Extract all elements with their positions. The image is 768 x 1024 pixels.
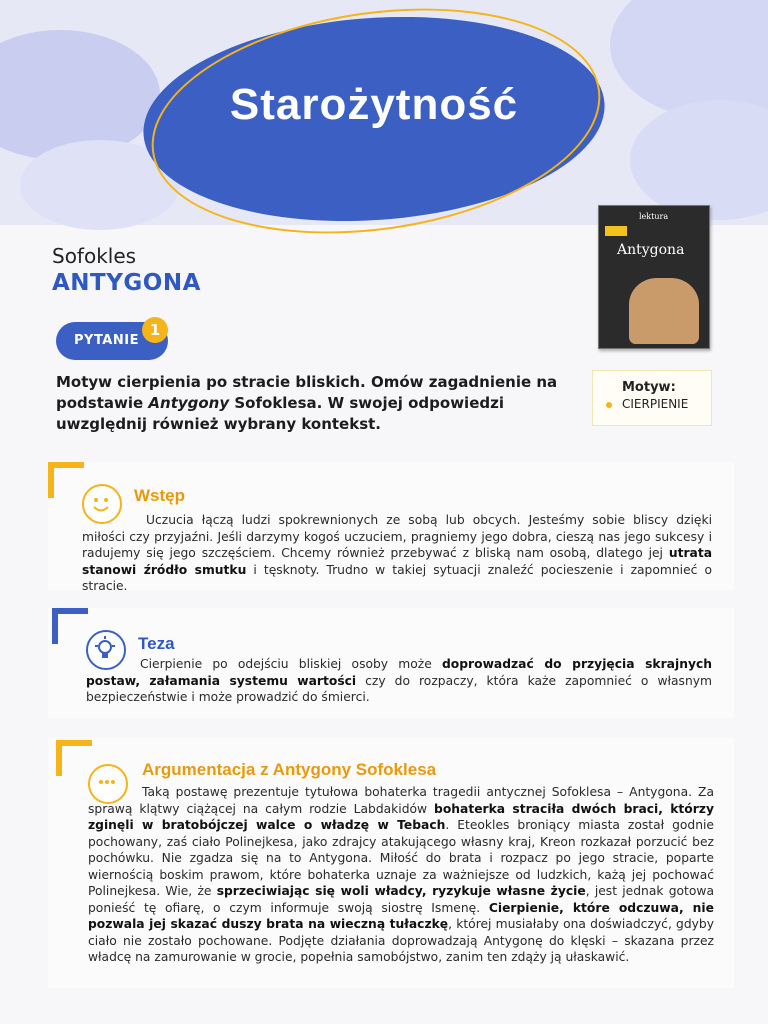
- text-run: , której musiałaby ona doświadczyć, gdyby ciało nie zostało pochowane. Podjęte działania doprowadzają Antygonę do klęski – skazana przez władcę na zamurowanie w grocie, popełnia samobójstwo, zanim ten zdąży ją ułaskawić.: [88, 917, 715, 964]
- text-bold: utrata stanowi źródło smutku: [82, 546, 712, 577]
- question-text-part: Sofoklesa. W swojej odpowiedzi uwzględnij również wybrany kontekst.: [56, 394, 504, 433]
- text-bold: Cierpienie, które odczuwa, nie pozwala jej skazać duszy brata na wieczną tułaczkę: [88, 900, 714, 931]
- section-heading: Argumentacja z Antygony Sofoklesa: [142, 760, 437, 779]
- text-run: . Eteokles broniący miasta został godnie pochowany, zaś ciało Polinejkesa, jako zdrajcy atakującego własny kraj, Kreon rozkazał porzucić bez pochówku. Nie zgadza się na to Antygona. Miłość do brata i rozpacz po jego stracie, poparte wiernością boskim prawom, które bohaterka uznaje za ważniejsze od ludzkich, każą jej pochować Polinejkesa. Wie, że: [88, 818, 714, 898]
- text-bold: doprowadzać do przyjęcia skrajnych postaw, załamania systemu wartości: [86, 657, 713, 688]
- motif-value: CIERPIENIE: [622, 397, 689, 411]
- text-run: i tęsknoty. Trudno w takiej sytuacji znaleźć pocieszenie i zapomnieć o stracie.: [82, 562, 712, 593]
- section-bracket: [56, 740, 92, 776]
- work-title: ANTYGONA: [52, 270, 201, 296]
- text-bold: bohaterka straciła dwóch braci, którzy zginęli w bratobójczej walce o władzę w Tebach: [88, 801, 714, 832]
- question-text: [56, 372, 576, 435]
- page-title: Starożytność: [229, 80, 519, 129]
- text-run: czy do rozpaczy, która każe zapomnieć o własnym bezpieczeństwie i może prowadzić do śmierci.: [86, 673, 712, 704]
- author-name: Sofokles: [52, 244, 137, 268]
- question-text-italic: Antygony: [148, 394, 230, 412]
- cover-series: lektura: [639, 212, 669, 221]
- section-paragraph: [88, 784, 714, 966]
- cover-badge: [605, 226, 627, 236]
- section-paragraph: [82, 512, 712, 595]
- text-run: Taką postawę prezentuje tytułowa bohaterka tragedii antycznej Sofoklesa – Antygona. Za sprawą klątwy ciążącej na całym rodzie Labdakidów: [88, 785, 714, 816]
- cover-illustration: [629, 278, 699, 344]
- question-number: 1: [142, 317, 168, 343]
- text-bold: sprzeciwiając się woli władcy, ryzykuje własne życie: [216, 884, 586, 898]
- bullet-icon: [606, 402, 612, 408]
- section-heading: Wstęp: [134, 486, 185, 505]
- section-paragraph: [86, 656, 712, 706]
- cover-title: Antygona: [617, 242, 685, 258]
- section-bracket: [52, 608, 88, 644]
- text-run: Cierpienie po odejściu bliskiej osoby może: [140, 657, 442, 671]
- text-run: , jest jednak gotowa ponieść tę ofiarę, o czym informuje swoją siostrę Ismenę.: [88, 884, 714, 915]
- section-heading: Teza: [138, 634, 175, 653]
- motif-label: Motyw:: [622, 380, 676, 395]
- section-bracket: [48, 462, 84, 498]
- question-text-part: Motyw cierpienia po stracie bliskich. Omów zagadnienie na podstawie: [56, 373, 558, 412]
- text-run: Uczucia łączą ludzi spokrewnionych ze sobą lub obcych. Jesteśmy sobie bliscy dzięki miłości czy przyjaźni. Jeśli darzymy kogoś uczuciem, pragniemy jego dobra, cieszą nas jego sukcesy i radujemy się jego szczęściem. Chcemy również przebywać z bliską nam osobą, dlatego jej: [82, 513, 712, 560]
- question-label: PYTANIE: [74, 333, 139, 348]
- book-cover: [598, 205, 710, 349]
